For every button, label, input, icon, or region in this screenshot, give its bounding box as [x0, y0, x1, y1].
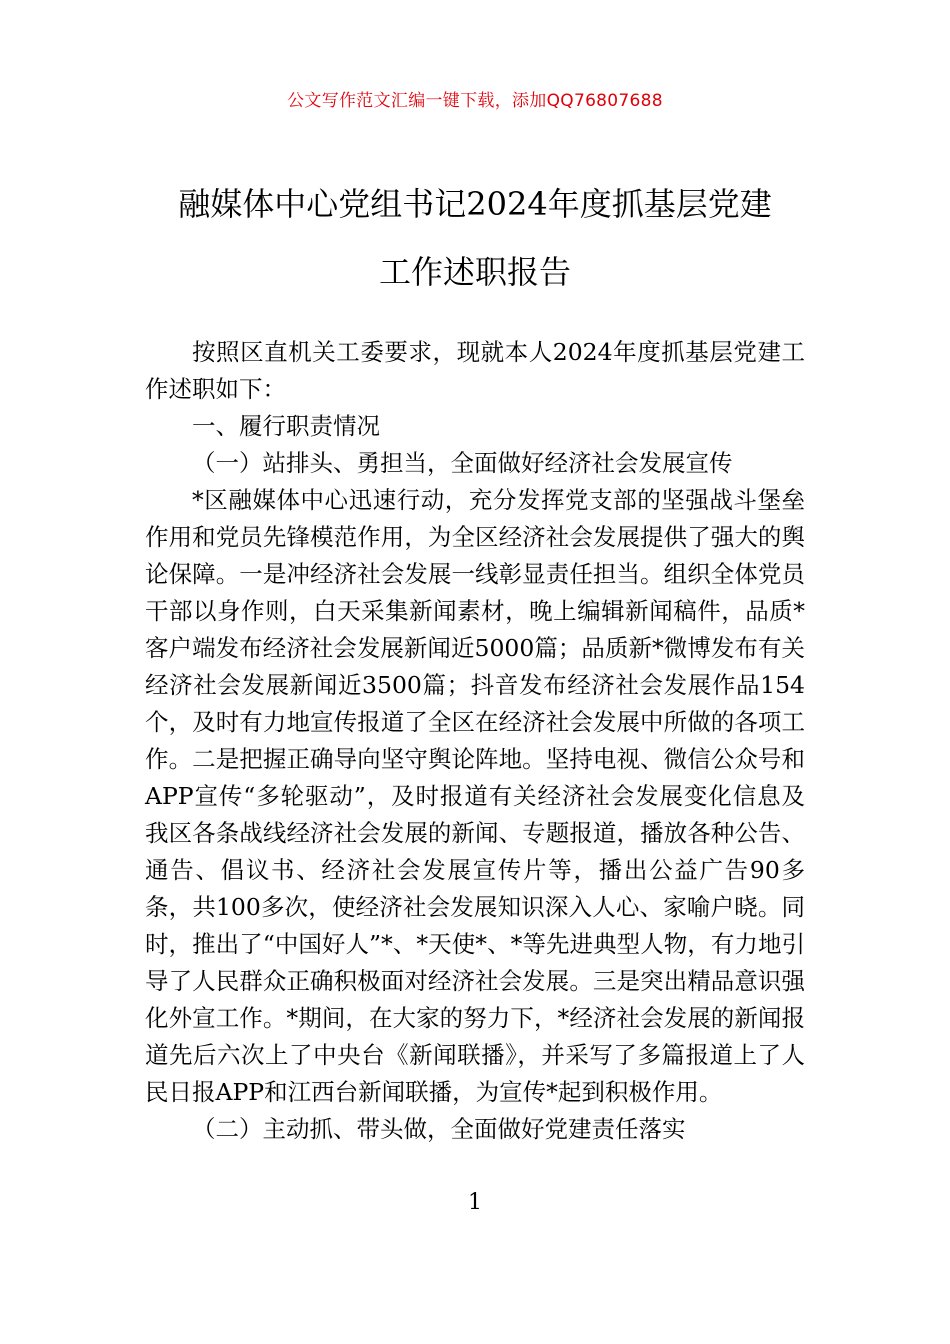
- title-line-2: 工作述职报告: [378, 253, 571, 291]
- subsection-heading: （一）站排头、勇担当，全面做好经济社会发展宣传: [192, 449, 733, 477]
- document-body: [145, 334, 805, 1148]
- section-heading: 一、履行职责情况: [192, 412, 380, 440]
- intro-paragraph: 按照区直机关工委要求，现就本人2024年度抓基层党建工作述职如下：: [145, 338, 805, 403]
- title-line-1: 融媒体中心党组书记2024年度抓基层党建: [178, 185, 772, 223]
- document-title: [140, 170, 810, 306]
- download-note: 公文写作范文汇编一键下载，添加QQ76807688: [287, 91, 663, 111]
- subsection-heading: （二）主动抓、带头做，全面做好党建责任落实: [192, 1115, 686, 1143]
- body-paragraph: *区融媒体中心迅速行动，充分发挥党支部的坚强战斗堡垒作用和党员先锋模范作用，为全区经济社会发展提供了强大的舆论保障。一是冲经济社会发展一线彰显责任担当。组织全体党员干部以身作则，白天采集新闻素材，晚上编辑新闻稿件，品质*客户端发布经济社会发展新闻近5000篇；品质新*微博发布有关经济社会发展新闻近3500篇；抖音发布经济社会发展作品154个，及时有力地宣传报道了全区在经济社会发展中所做的各项工作。二是把握正确导向坚守舆论阵地。坚持电视、微信公众号和APP宣传“多轮驱动”，及时报道有关经济社会发展变化信息及我区各条战线经济社会发展的新闻、专题报道，播放各种公告、通告、倡议书、经济社会发展宣传片等，播出公益广告90多条，共100多次，使经济社会发展知识深入人心、家喻户晓。同时，推出了“中国好人”*、*天使*、*等先进典型人物，有力地引导了人民群众正确积极面对经济社会发展。三是突出精品意识强化外宣工作。*期间，在大家的努力下，*经济社会发展的新闻报道先后六次上了中央台《新闻联播》，并采写了多篇报道上了人民日报APP和江西台新闻联播，为宣传*起到积极作用。: [145, 486, 805, 1106]
- page-number: 1: [468, 1190, 482, 1215]
